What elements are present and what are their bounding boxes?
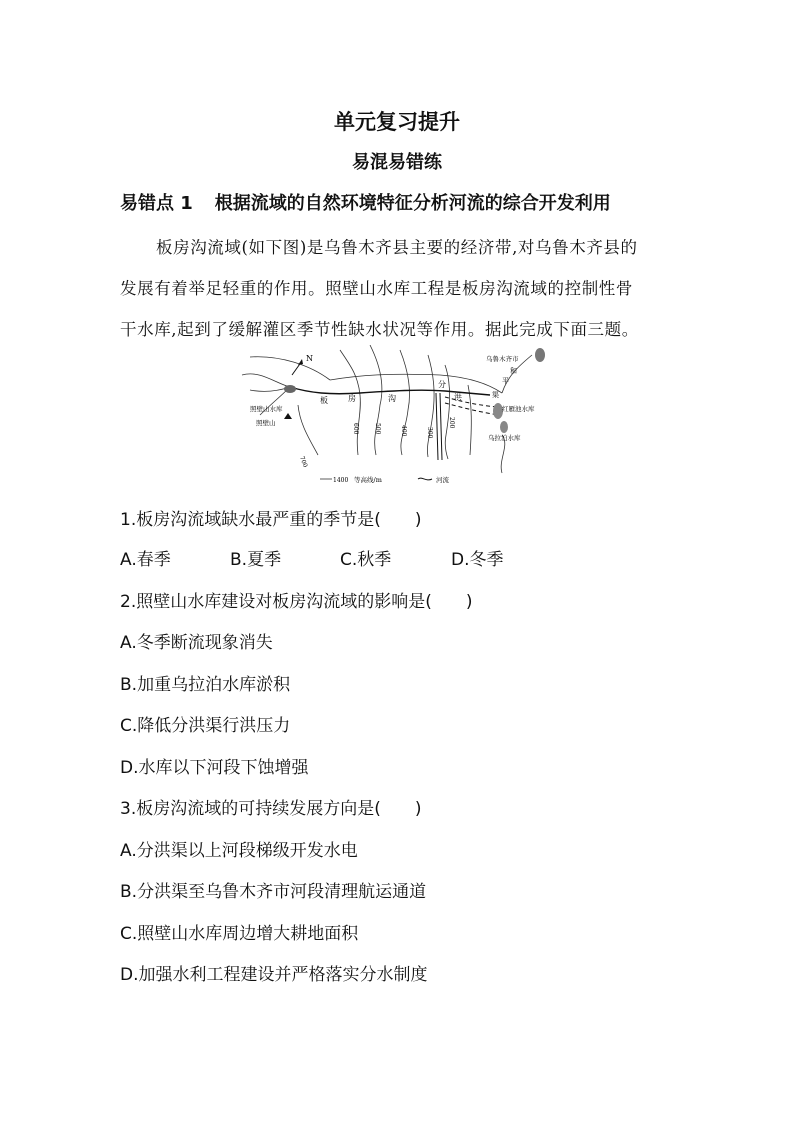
question-3: 3.板房沟流域的可持续发展方向是( ) bbox=[120, 799, 422, 819]
mountain-icon bbox=[284, 413, 292, 419]
option-a: A.分洪渠以上河段梯级开发水电 bbox=[120, 841, 358, 861]
label-ping: 平 bbox=[502, 377, 509, 385]
contour-label: 300 bbox=[426, 427, 433, 439]
north-label: N bbox=[306, 354, 313, 363]
contour-label: 600 bbox=[352, 423, 359, 435]
label-river-1: 板 bbox=[320, 396, 328, 405]
page-subtitle: 易混易错练 bbox=[352, 152, 442, 173]
label-mountain: 照壁山 bbox=[256, 419, 276, 427]
option-d: D.冬季 bbox=[451, 550, 504, 570]
label-river-3: 沟 bbox=[388, 394, 396, 403]
contour-label: 500 bbox=[374, 423, 381, 435]
option-c: C.秋季 bbox=[340, 550, 392, 570]
section-label: 易错点 1 bbox=[120, 193, 193, 214]
contour-label: 400 bbox=[400, 425, 407, 437]
question-2: 2.照壁山水库建设对板房沟流域的影响是( ) bbox=[120, 592, 473, 612]
option-a: A.春季 bbox=[120, 550, 171, 570]
option-c: C.降低分洪渠行洪压力 bbox=[120, 716, 291, 736]
legend-contour-label: 等高线/m bbox=[354, 476, 382, 484]
question-1-options bbox=[120, 545, 504, 570]
label-qu: 渠 bbox=[492, 391, 499, 399]
label-he: 和 bbox=[510, 367, 517, 375]
page-title: 单元复习提升 bbox=[334, 110, 460, 134]
label-reservoir-3: 乌拉泊水库 bbox=[488, 434, 521, 442]
section-heading bbox=[120, 189, 611, 215]
option-b: B.分洪渠至乌鲁木齐市河段清理航运通道 bbox=[120, 882, 427, 902]
contour-label: 200 bbox=[448, 417, 455, 429]
passage-line-3: 干水库,起到了缓解灌区季节性缺水状况等作用。据此完成下面三题。 bbox=[120, 320, 639, 339]
option-d: D.加强水利工程建设并严格落实分水制度 bbox=[120, 965, 428, 985]
label-river-2: 房 bbox=[348, 394, 356, 403]
watershed-map bbox=[240, 345, 560, 490]
option-c: C.照壁山水库周边增大耕地面积 bbox=[120, 924, 359, 944]
legend-contour-sample: 1400 bbox=[333, 477, 349, 484]
option-b: B.夏季 bbox=[230, 550, 282, 570]
label-city: 乌鲁木齐市 bbox=[486, 355, 519, 363]
label-reservoir-1: 照壁山水库 bbox=[250, 405, 283, 413]
label-canal-2: 洪 bbox=[454, 393, 462, 402]
legend-river-icon bbox=[418, 478, 432, 480]
legend-river-label: 河流 bbox=[436, 476, 449, 484]
passage-line-1: 板房沟流域(如下图)是乌鲁木齐县主要的经济带,对乌鲁木齐县的 bbox=[156, 238, 638, 257]
option-b: B.加重乌拉泊水库淤积 bbox=[120, 675, 291, 695]
question-1: 1.板房沟流域缺水最严重的季节是( ) bbox=[120, 510, 422, 530]
label-reservoir-2: 红雁池水库 bbox=[502, 405, 535, 413]
option-d: D.水库以下河段下蚀增强 bbox=[120, 758, 309, 778]
passage-line-2: 发展有着举足轻重的作用。照壁山水库工程是板房沟流域的控制性骨 bbox=[120, 279, 633, 298]
section-title: 根据流域的自然环境特征分析河流的综合开发利用 bbox=[214, 193, 611, 214]
label-canal-1: 分 bbox=[438, 380, 446, 389]
option-a: A.冬季断流现象消失 bbox=[120, 633, 273, 653]
contour-label: 700 bbox=[298, 455, 309, 469]
